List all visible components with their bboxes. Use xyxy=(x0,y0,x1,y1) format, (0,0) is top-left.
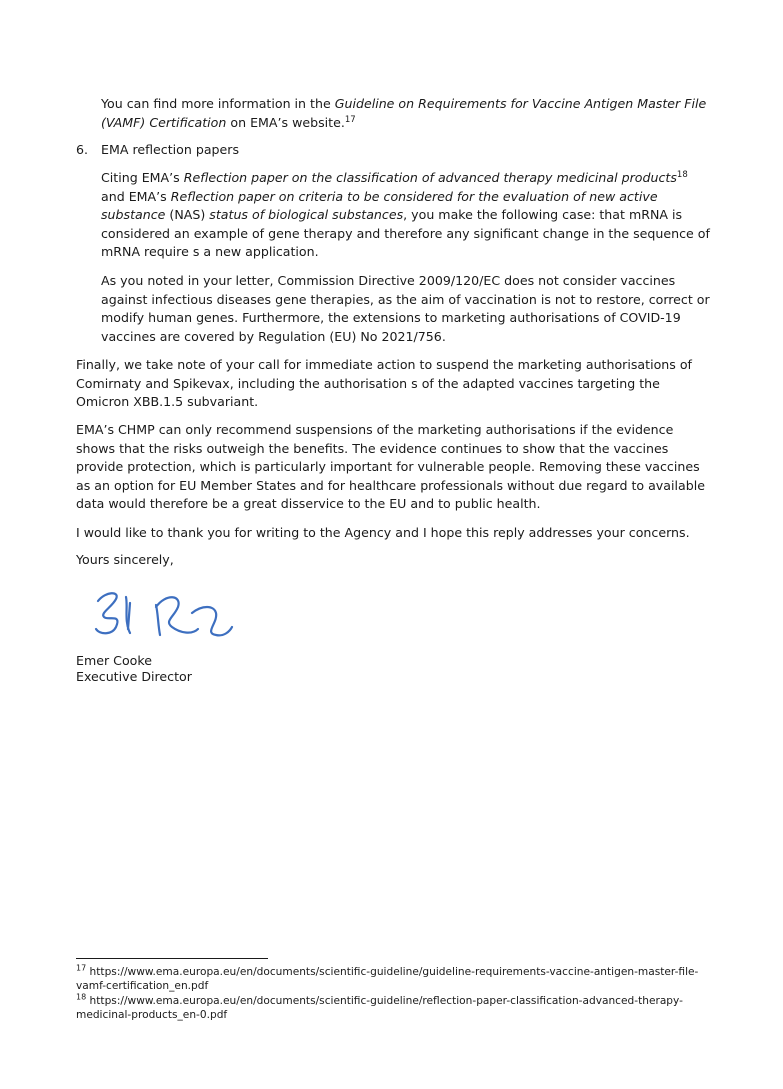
vamf-paragraph xyxy=(101,95,711,132)
reflection-text: (NAS) xyxy=(165,207,210,223)
footnote-number: 17 xyxy=(76,963,87,973)
chmp-paragraph: EMA’s CHMP can only recommend suspensions of the marketing authorisations if the evidence shows that the risks outweigh the benefits. The evidence continues to show that the vaccines provide protection, which is particularly important for vulnerable people. Removing these vaccines as an option for EU Member States and for healthcare professionals without due regard to available data would therefore be a great disservice to the EU and to public health. xyxy=(76,422,705,512)
reflection-text: and EMA’s xyxy=(101,188,171,204)
footnote-link[interactable]: https://www.ema.europa.eu/en/documents/scientific-guideline/guideline-requirements-vaccine-antigen-master-file-vamf-certification_en.pdf xyxy=(76,966,699,992)
handwritten-signature xyxy=(86,583,236,643)
finally-paragraph: Finally, we take note of your call for immediate action to suspend the marketing authorisations of Comirnaty and Spikevax, including the authorisation s of the adapted vaccines targeting the Omicron XBB.1.5 subvariant. xyxy=(76,357,692,410)
footnote-number: 18 xyxy=(76,992,87,1002)
footnote-ref-18[interactable]: 18 xyxy=(676,169,688,180)
footnote-ref-17[interactable]: 17 xyxy=(344,114,356,125)
reflection-paragraph xyxy=(101,169,711,262)
directive-paragraph: As you noted in your letter, Commission Directive 2009/120/EC does not consider vaccines against infectious diseases gene therapies, as the aim of vaccination is not to restore, correct or modify human genes. Furthermore, the extensions to marketing authorisations of COVID-19 vaccines are covered by Regulation (EU) No 2021/756. xyxy=(101,273,710,344)
footnote-link[interactable]: https://www.ema.europa.eu/en/documents/scientific-guideline/reflection-paper-classification-advanced-therapy-medicinal-products_en-0.pdf xyxy=(76,995,683,1021)
reflection-text: Citing EMA’s xyxy=(101,170,184,185)
vamf-website-text: on EMA’s website. xyxy=(226,114,345,130)
section-number: 6. xyxy=(76,142,89,157)
nas-paper-title-cont: status of biological substances xyxy=(209,207,404,223)
thanks-paragraph: I would like to thank you for writing to the Agency and I hope this reply addresses your concerns. xyxy=(76,525,690,540)
signatory-name: Emer Cooke xyxy=(76,653,152,668)
reflection-text: , you make the following case: that mRNA is considered an example of gene therapy and therefore any significant change in the sequence of mRNA require s a new application. xyxy=(101,207,710,260)
section-heading: EMA reflection papers xyxy=(101,142,240,157)
nas-paper-title: Reflection paper on criteria to be considered for the evaluation of new active substance xyxy=(101,188,658,223)
closing: Yours sincerely, xyxy=(76,552,174,567)
reflection-paper-title: Reflection paper on the classification of advanced therapy medicinal products xyxy=(183,170,677,185)
vamf-guideline-title: Guideline on Requirements for Vaccine Antigen Master File (VAMF) Certification xyxy=(101,96,707,130)
vamf-text: You can find more information in the xyxy=(101,96,335,111)
footnote-18 xyxy=(76,992,716,1022)
footnote-17 xyxy=(76,963,716,993)
signatory-title: Executive Director xyxy=(76,669,192,684)
footnote-divider xyxy=(76,958,268,959)
